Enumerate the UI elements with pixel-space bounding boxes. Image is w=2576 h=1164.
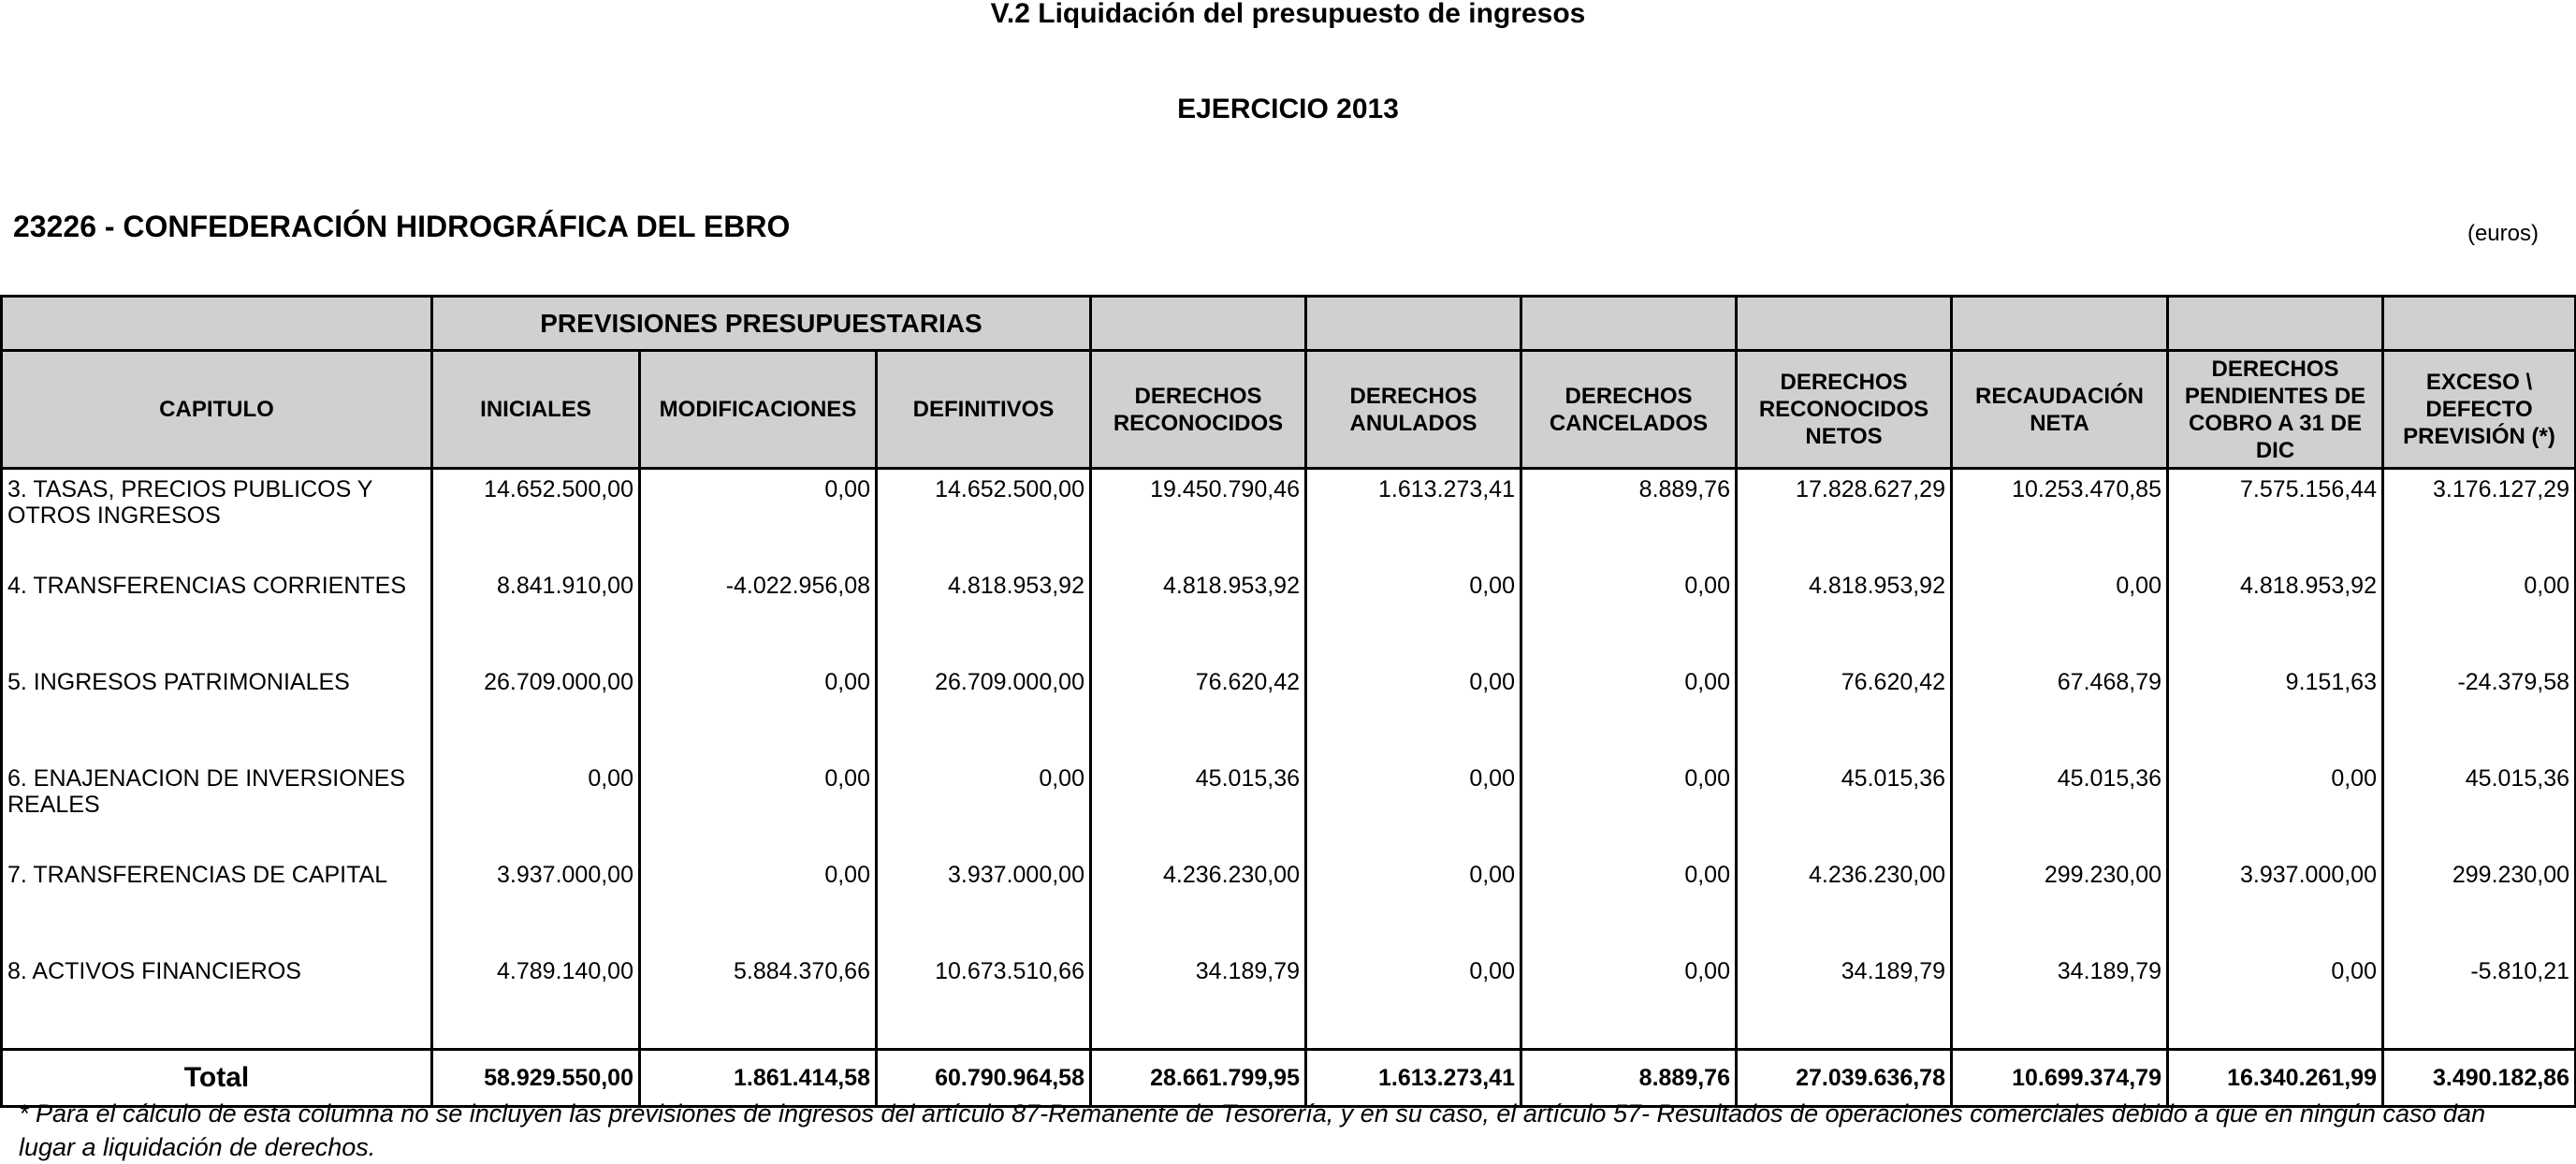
cell-reconocidos: 76.620,42 [1091, 662, 1306, 759]
cell-modificaciones: 0,00 [640, 469, 877, 567]
cell-iniciales: 3.937.000,00 [432, 855, 640, 952]
footnote: * Para el cálculo de esta columna no se incluyen las previsiones de ingresos del artículo 87-Remanente de Tesorería, y en su caso, el artículo 57- Resultados de operaciones comerciales debido a que en ningún caso dan lugar a liquidación de derechos. [19, 1099, 2486, 1161]
header-exceso-defecto: EXCESO \ DEFECTO PREVISIÓN (*) [2383, 351, 2576, 469]
header-blank [1091, 297, 1306, 351]
cell-iniciales: 4.789.140,00 [432, 952, 640, 1050]
cell-cancelados: 0,00 [1521, 566, 1737, 662]
cell-exceso: 299.230,00 [2383, 855, 2576, 952]
cell-definitivos: 3.937.000,00 [877, 855, 1091, 952]
cell-anulados: 0,00 [1306, 855, 1521, 952]
header-blank [1737, 297, 1952, 351]
header-iniciales: INICIALES [432, 351, 640, 469]
cell-cancelados: 0,00 [1521, 662, 1737, 759]
cell-capitulo: 6. ENAJENACION DE INVERSIONES REALES [2, 759, 432, 855]
entity-name: 23226 - CONFEDERACIÓN HIDROGRÁFICA DEL EBRO [13, 210, 791, 243]
header-blank [2168, 297, 2383, 351]
cell-reconocidos: 4.818.953,92 [1091, 566, 1306, 662]
cell-recaudacion: 45.015,36 [1952, 759, 2168, 855]
table-row [2, 566, 2576, 662]
cell-cancelados: 0,00 [1521, 855, 1737, 952]
cell-exceso: 3.176.127,29 [2383, 469, 2576, 567]
total-exceso: 3.490.182,86 [2383, 1050, 2576, 1107]
cell-anulados: 0,00 [1306, 662, 1521, 759]
table-row [2, 952, 2576, 1050]
header-previsiones: PREVISIONES PRESUPUESTARIAS [432, 297, 1091, 351]
cell-iniciales: 14.652.500,00 [432, 469, 640, 567]
cell-pendientes: 3.937.000,00 [2168, 855, 2383, 952]
cell-iniciales: 0,00 [432, 759, 640, 855]
header-row-columns [2, 351, 2576, 469]
total-reconocidos: 28.661.799,95 [1091, 1050, 1306, 1107]
cell-definitivos: 26.709.000,00 [877, 662, 1091, 759]
cell-definitivos: 0,00 [877, 759, 1091, 855]
currency-units: (euros) [2467, 221, 2539, 246]
cell-modificaciones: 5.884.370,66 [640, 952, 877, 1050]
header-blank [1306, 297, 1521, 351]
cell-exceso: 0,00 [2383, 566, 2576, 662]
cell-cancelados: 0,00 [1521, 759, 1737, 855]
header-blank [1952, 297, 2168, 351]
cell-pendientes: 4.818.953,92 [2168, 566, 2383, 662]
cell-anulados: 0,00 [1306, 566, 1521, 662]
table-row [2, 855, 2576, 952]
cell-recaudacion: 67.468,79 [1952, 662, 2168, 759]
cell-modificaciones: -4.022.956,08 [640, 566, 877, 662]
cell-netos: 45.015,36 [1737, 759, 1952, 855]
cell-anulados: 0,00 [1306, 759, 1521, 855]
cell-netos: 17.828.627,29 [1737, 469, 1952, 567]
cell-netos: 34.189,79 [1737, 952, 1952, 1050]
cell-capitulo: 7. TRANSFERENCIAS DE CAPITAL [2, 855, 432, 952]
cell-netos: 4.818.953,92 [1737, 566, 1952, 662]
header-derechos-pendientes: DERECHOS PENDIENTES DE COBRO A 31 DE DIC [2168, 351, 2383, 469]
header-recaudacion-neta: RECAUDACIÓN NETA [1952, 351, 2168, 469]
cell-definitivos: 14.652.500,00 [877, 469, 1091, 567]
cell-recaudacion: 0,00 [1952, 566, 2168, 662]
header-row-group [2, 297, 2576, 351]
table-row [2, 759, 2576, 855]
cell-pendientes: 7.575.156,44 [2168, 469, 2383, 567]
cell-modificaciones: 0,00 [640, 855, 877, 952]
header-blank [1521, 297, 1737, 351]
cell-iniciales: 26.709.000,00 [432, 662, 640, 759]
cell-recaudacion: 34.189,79 [1952, 952, 2168, 1050]
cell-cancelados: 8.889,76 [1521, 469, 1737, 567]
cell-reconocidos: 4.236.230,00 [1091, 855, 1306, 952]
total-modificaciones: 1.861.414,58 [640, 1050, 877, 1107]
cell-capitulo: 8. ACTIVOS FINANCIEROS [2, 952, 432, 1050]
page-title: V.2 Liquidación del presupuesto de ingresos [990, 0, 1586, 29]
cell-capitulo: 3. TASAS, PRECIOS PUBLICOS Y OTROS INGRESOS [2, 469, 432, 567]
total-definitivos: 60.790.964,58 [877, 1050, 1091, 1107]
total-iniciales: 58.929.550,00 [432, 1050, 640, 1107]
cell-capitulo: 4. TRANSFERENCIAS CORRIENTES [2, 566, 432, 662]
total-anulados: 1.613.273,41 [1306, 1050, 1521, 1107]
cell-anulados: 1.613.273,41 [1306, 469, 1521, 567]
cell-definitivos: 4.818.953,92 [877, 566, 1091, 662]
cell-modificaciones: 0,00 [640, 759, 877, 855]
cell-pendientes: 9.151,63 [2168, 662, 2383, 759]
total-netos: 27.039.636,78 [1737, 1050, 1952, 1107]
cell-exceso: 45.015,36 [2383, 759, 2576, 855]
cell-modificaciones: 0,00 [640, 662, 877, 759]
header-modificaciones: MODIFICACIONES [640, 351, 877, 469]
cell-iniciales: 8.841.910,00 [432, 566, 640, 662]
revenue-budget-table [0, 295, 2576, 1108]
header-derechos-reconocidos: DERECHOS RECONOCIDOS [1091, 351, 1306, 469]
table-row [2, 662, 2576, 759]
cell-anulados: 0,00 [1306, 952, 1521, 1050]
header-derechos-anulados: DERECHOS ANULADOS [1306, 351, 1521, 469]
header-blank [2, 297, 432, 351]
cell-pendientes: 0,00 [2168, 759, 2383, 855]
total-recaudacion: 10.699.374,79 [1952, 1050, 2168, 1107]
cell-capitulo: 5. INGRESOS PATRIMONIALES [2, 662, 432, 759]
header-blank [2383, 297, 2576, 351]
cell-netos: 76.620,42 [1737, 662, 1952, 759]
cell-reconocidos: 34.189,79 [1091, 952, 1306, 1050]
fiscal-year-title: EJERCICIO 2013 [1177, 94, 1399, 124]
table-row [2, 469, 2576, 567]
cell-exceso: -5.810,21 [2383, 952, 2576, 1050]
cell-pendientes: 0,00 [2168, 952, 2383, 1050]
total-label: Total [2, 1050, 432, 1107]
header-derechos-cancelados: DERECHOS CANCELADOS [1521, 351, 1737, 469]
header-definitivos: DEFINITIVOS [877, 351, 1091, 469]
total-pendientes: 16.340.261,99 [2168, 1050, 2383, 1107]
header-derechos-reconocidos-netos: DERECHOS RECONOCIDOS NETOS [1737, 351, 1952, 469]
total-cancelados: 8.889,76 [1521, 1050, 1737, 1107]
cell-exceso: -24.379,58 [2383, 662, 2576, 759]
header-capitulo: CAPITULO [2, 351, 432, 469]
cell-cancelados: 0,00 [1521, 952, 1737, 1050]
cell-definitivos: 10.673.510,66 [877, 952, 1091, 1050]
cell-recaudacion: 299.230,00 [1952, 855, 2168, 952]
cell-netos: 4.236.230,00 [1737, 855, 1952, 952]
cell-reconocidos: 45.015,36 [1091, 759, 1306, 855]
cell-reconocidos: 19.450.790,46 [1091, 469, 1306, 567]
cell-recaudacion: 10.253.470,85 [1952, 469, 2168, 567]
